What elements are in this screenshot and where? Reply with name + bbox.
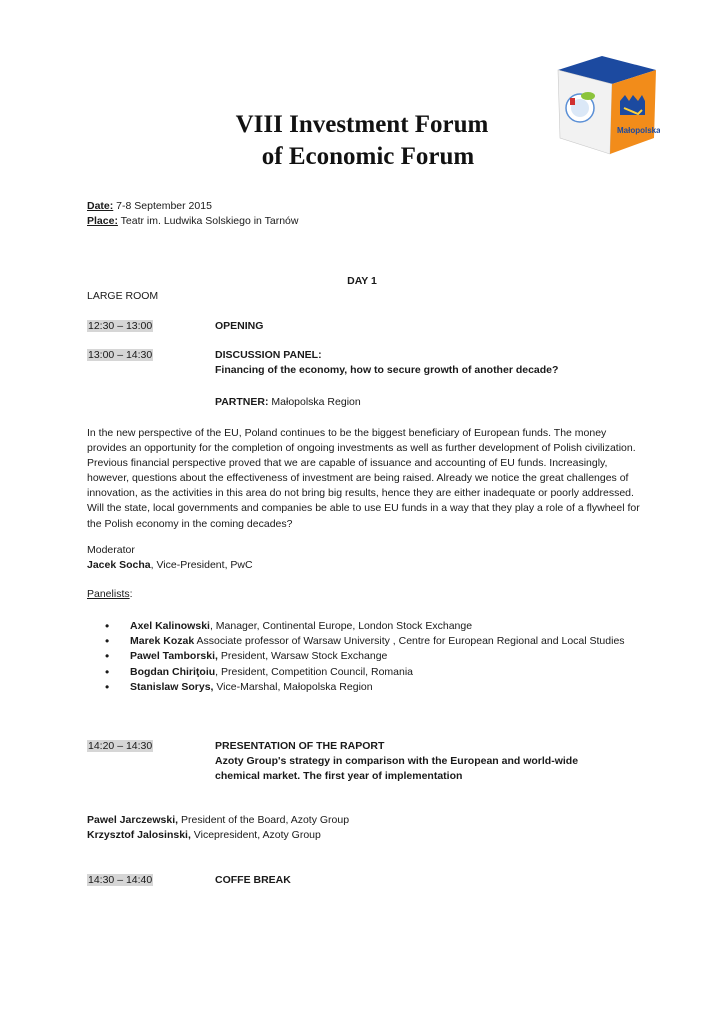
speaker-role: Vicepresident, Azoty Group — [190, 829, 321, 841]
panelist-name: Pawel Tamborski, — [130, 650, 218, 663]
presentation-title: PRESENTATION OF THE RAPORT — [215, 740, 385, 752]
title-line-1: VIII Investment Forum — [235, 111, 489, 138]
panelist-role: Associate professor of Warsaw University , Centre for European Regional and Local Studies — [194, 635, 625, 648]
panelists-list — [105, 619, 635, 695]
date-line — [87, 200, 212, 212]
moderator-role: , Vice-President, PwC — [150, 559, 253, 571]
day-heading: DAY 1 — [347, 275, 377, 287]
speaker-name: Pawel Jarczewski, — [87, 814, 179, 826]
partner-label: PARTNER: — [215, 396, 269, 408]
moderator-name: Jacek Socha — [87, 559, 151, 571]
date-label: Date: — [87, 200, 114, 212]
page-title — [0, 109, 724, 173]
place-line — [87, 215, 298, 227]
time-discussion: 13:00 – 14:30 — [88, 349, 153, 361]
date-value: 7-8 September 2015 — [113, 200, 212, 212]
logo-text: Małopolska — [617, 126, 660, 135]
panelist-role: President, Warsaw Stock Exchange — [217, 650, 388, 663]
partner-value: Małopolska Region — [268, 396, 361, 408]
list-item — [105, 680, 635, 695]
agenda-title-opening: OPENING — [215, 320, 264, 332]
list-item — [105, 665, 635, 680]
presentation-line-1: Azoty Group's strategy in comparison with the European and world-wide — [215, 755, 579, 767]
place-value: Teatr im. Ludwika Solskiego in Tarnów — [117, 215, 299, 227]
room-label: LARGE ROOM — [87, 290, 159, 302]
time-opening: 12:30 – 13:00 — [88, 320, 153, 332]
agenda-subtitle-discussion: Financing of the economy, how to secure growth of another decade? — [215, 364, 559, 376]
panelist-name: Bogdan Chiriţoiu — [130, 665, 216, 678]
place-label: Place: — [87, 215, 118, 227]
partner-line — [215, 396, 361, 408]
agenda-time — [87, 320, 153, 332]
speaker-name: Krzysztof Jalosinski, — [87, 829, 191, 841]
panelists-colon: : — [129, 588, 133, 600]
panelist-role: , Manager, Continental Europe, London Stock Exchange — [209, 620, 473, 632]
title-line-2: of Economic Forum — [261, 143, 475, 170]
panelist-name: Axel Kalinowski — [130, 620, 210, 632]
agenda-time — [87, 874, 153, 886]
panelists-heading — [87, 588, 133, 600]
break-title: COFFE BREAK — [215, 874, 291, 886]
agenda-title-discussion: DISCUSSION PANEL: — [215, 349, 322, 361]
panelist-role: , President, Competition Council, Romania — [215, 665, 414, 678]
panelists-label: Panelists — [87, 588, 130, 600]
moderator-line — [87, 559, 253, 571]
panelist-name: Marek Kozak — [130, 635, 195, 648]
moderator-label: Moderator — [87, 544, 135, 556]
list-item — [105, 634, 635, 649]
presentation-line-2: chemical market. The first year of implementation — [215, 770, 463, 782]
speaker-line — [87, 829, 321, 841]
panelist-role: Vice-Marshal, Małopolska Region — [213, 680, 373, 693]
speaker-role: President of the Board, Azoty Group — [178, 814, 350, 826]
time-presentation: 14:20 – 14:30 — [88, 740, 153, 752]
agenda-time — [87, 349, 153, 361]
list-item — [105, 619, 635, 634]
list-item — [105, 649, 635, 664]
panelist-name: Stanislaw Sorys, — [130, 680, 214, 693]
speaker-line — [87, 814, 349, 826]
time-break: 14:30 – 14:40 — [88, 874, 153, 886]
agenda-time — [87, 740, 153, 752]
panel-description: In the new perspective of the EU, Poland continues to be the biggest beneficiary of European funds. The money provides an opportunity for the completion of ongoing investments as well as further development of Polish civilization. Previous financial perspective proved that we are capable of issuance and accounting of EU funds. Increasingly, however, questions about the effectiveness of investment are being raised. Already we notice the great challenges of innovation, as the activities in this area do not bring big results, hence they are either inadequate or poorly addressed. Will the state, local governments and companies be able to use EU funds in a way that they play a role of a flywheel for the Polish economy in the coming decades? — [87, 427, 640, 530]
